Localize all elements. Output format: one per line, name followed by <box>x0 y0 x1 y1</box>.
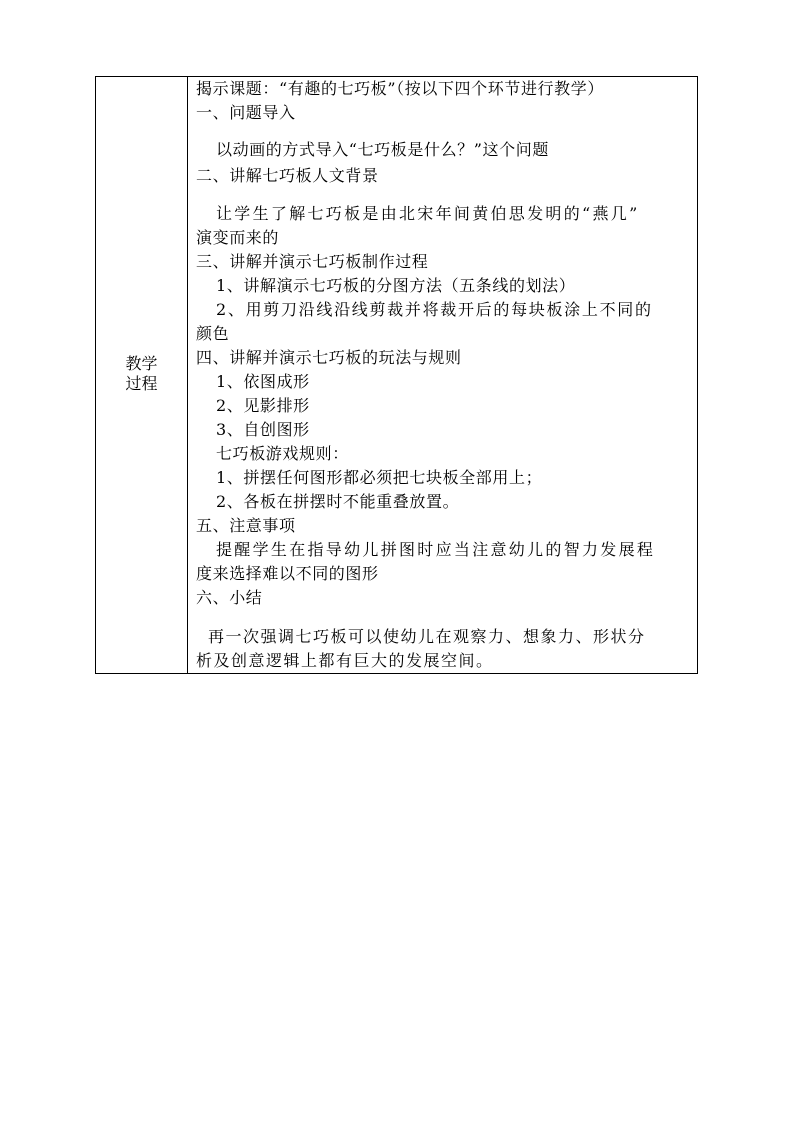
text-line: 1、依图成形 <box>216 372 310 391</box>
content-cell <box>188 77 697 673</box>
section-heading-2: 二、讲解七巧板人文背景 <box>196 166 379 185</box>
row-label-line-1: 教学 <box>125 354 158 373</box>
text-line: 提醒学生在指导幼儿拼图时应当注意幼儿的智力发展程 <box>216 540 656 559</box>
text-line: 3、自创图形 <box>216 420 310 439</box>
text-line: 2、见影排形 <box>216 396 310 415</box>
text-line: 颜色 <box>196 324 230 343</box>
row-label-cell <box>96 77 187 673</box>
text-line: 度来选择难以不同的图形 <box>196 564 379 583</box>
section-heading-1: 一、问题导入 <box>196 103 296 122</box>
text-line: 再一次强调七巧板可以使幼儿在观察力、想象力、形状分 <box>208 627 646 646</box>
text-line: 1、讲解演示七巧板的分图方法（五条线的划法） <box>216 276 576 295</box>
row-label-line-2: 过程 <box>125 374 158 393</box>
text-line: 以动画的方式导入“七巧板是什么？”这个问题 <box>216 140 549 159</box>
text-line: 2、各板在拼摆时不能重叠放置。 <box>216 492 460 511</box>
section-heading-6: 六、小结 <box>196 588 263 607</box>
lesson-table <box>95 76 698 674</box>
text-line: 让学生了解七巧板是由北宋年间黄伯思发明的“燕几” <box>216 204 640 223</box>
text-line: 七巧板游戏规则： <box>216 444 349 463</box>
section-heading-3: 三、讲解并演示七巧板制作过程 <box>196 252 429 271</box>
text-line: 2、用剪刀沿线沿线剪裁并将裁开后的每块板涂上不同的 <box>216 300 653 319</box>
text-line: 1、拼摆任何图形都必须把七块板全部用上； <box>216 468 543 487</box>
text-line: 析及创意逻辑上都有巨大的发展空间。 <box>196 651 494 670</box>
section-heading-5: 五、注意事项 <box>196 516 296 535</box>
section-heading-4: 四、讲解并演示七巧板的玩法与规则 <box>196 348 462 367</box>
lesson-topic: 揭示课题：“有趣的七巧板”（按以下四个环节进行教学） <box>196 79 604 98</box>
text-line: 演变而来的 <box>196 228 280 247</box>
